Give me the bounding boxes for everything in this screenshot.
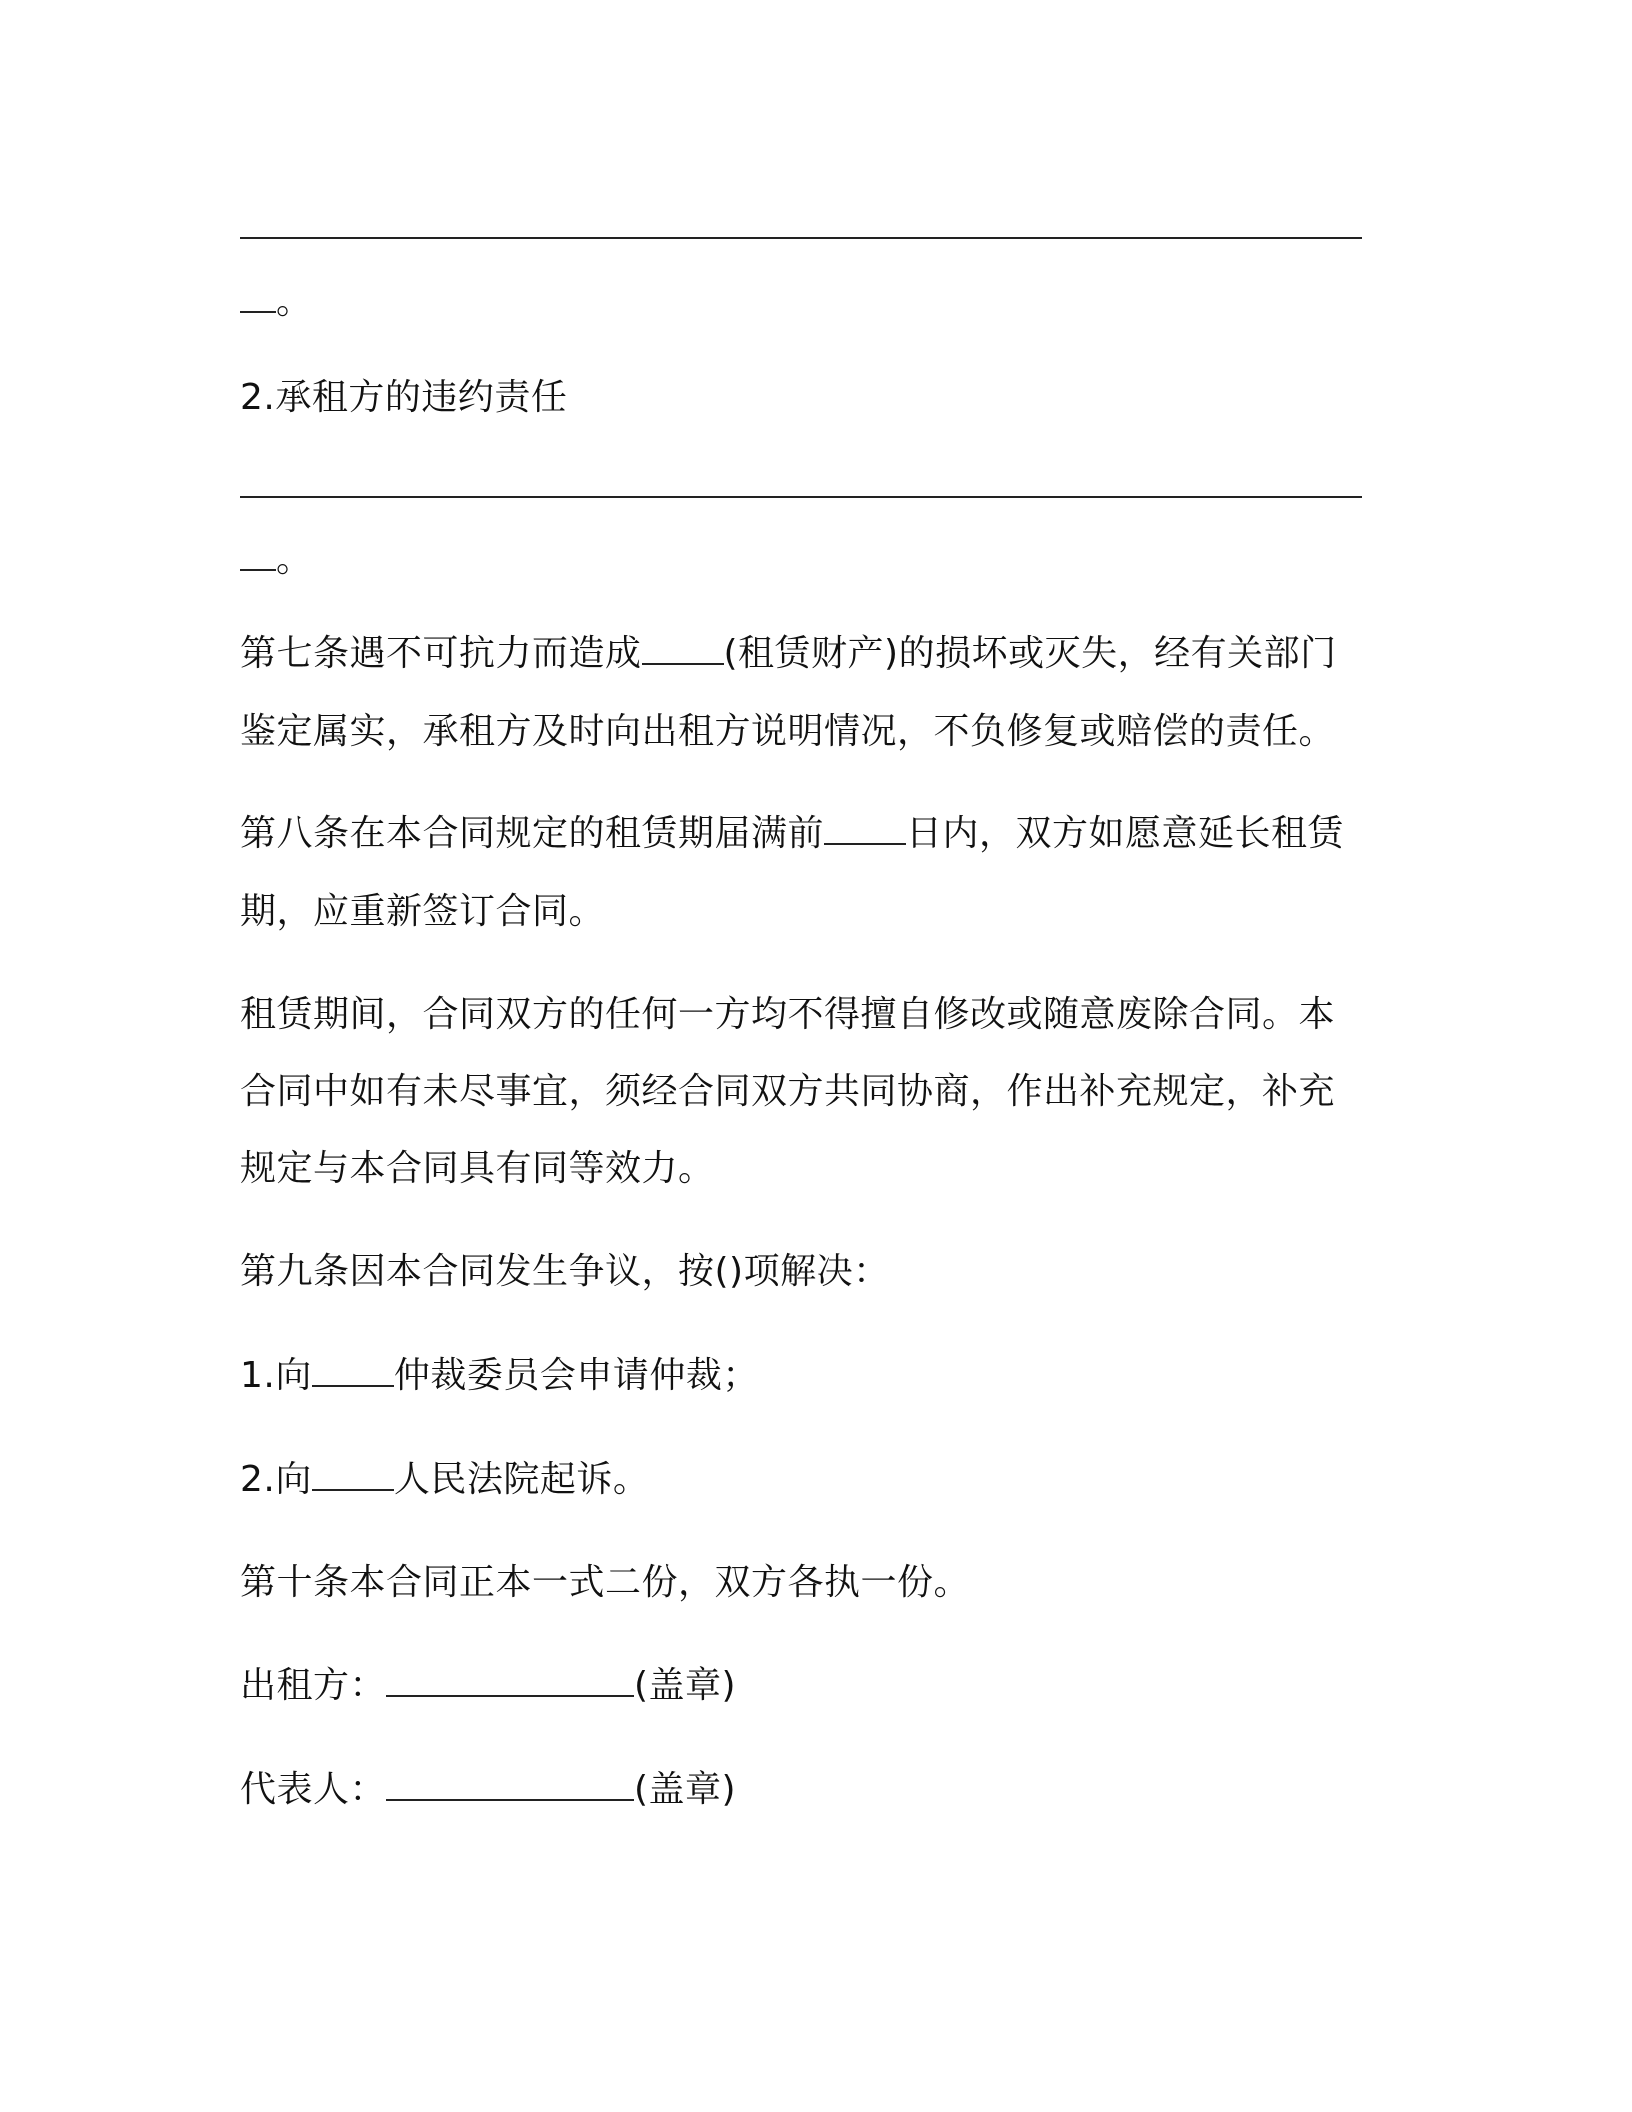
paragraph-line-2: 合同中如有未尽事宜，须经合同双方共同协商，作出补充规定，补充 [240, 1071, 1336, 1112]
lessor-label: 出租方： [240, 1665, 387, 1706]
article-9-heading: 第九条因本合同发生争议，按()项解决： [240, 1251, 890, 1292]
article-8-line-2: 期，应重新签订合同。 [240, 891, 606, 932]
fill-in-rule [240, 237, 1362, 239]
representative-label: 代表人： [240, 1769, 387, 1810]
blank-field [386, 1767, 634, 1801]
option-1-prefix: 1.向 [240, 1355, 312, 1396]
article-9-option-1 [240, 1352, 759, 1400]
article-7-text-after: (租赁财产)的损坏或灭失，经有关部门 [723, 633, 1337, 674]
fill-in-rule [240, 496, 1362, 498]
article-8-text-after: 日内，双方如愿意延长租赁 [906, 813, 1345, 854]
option-1-text: 仲裁委员会申请仲裁； [393, 1355, 759, 1396]
paragraph-line-1: 租赁期间，合同双方的任何一方均不得擅自修改或随意废除合同。本 [240, 994, 1336, 1035]
article-9-option-2 [240, 1456, 649, 1504]
blank-field [240, 279, 276, 313]
representative-signature-line [240, 1766, 736, 1814]
article-8-line-1 [240, 810, 1344, 858]
blank-field [642, 631, 724, 665]
lessor-signature-line [240, 1662, 736, 1710]
fill-in-continuation [240, 278, 313, 326]
blank-field [824, 811, 906, 845]
blank-field [386, 1663, 634, 1697]
representative-seal-suffix: (盖章) [634, 1769, 737, 1810]
article-7-text-before: 第七条遇不可抗力而造成 [240, 633, 642, 674]
article-7-line-1 [240, 630, 1337, 678]
paragraph-line-3: 规定与本合同具有同等效力。 [240, 1148, 715, 1189]
blank-field [312, 1353, 394, 1387]
section-heading: 2.承租方的违约责任 [240, 377, 568, 418]
lessor-seal-suffix: (盖章) [634, 1665, 737, 1706]
blank-field [240, 537, 276, 571]
end-mark: 。 [276, 539, 313, 580]
end-mark: 。 [276, 281, 313, 322]
option-2-prefix: 2.向 [240, 1459, 312, 1500]
blank-field [312, 1457, 394, 1491]
option-2-text: 人民法院起诉。 [393, 1459, 650, 1500]
article-8-text-before: 第八条在本合同规定的租赁期届满前 [240, 813, 825, 854]
article-7-line-2: 鉴定属实，承租方及时向出租方说明情况，不负修复或赔偿的责任。 [240, 711, 1336, 752]
article-10: 第十条本合同正本一式二份，双方各执一份。 [240, 1562, 971, 1603]
fill-in-continuation [240, 536, 313, 584]
